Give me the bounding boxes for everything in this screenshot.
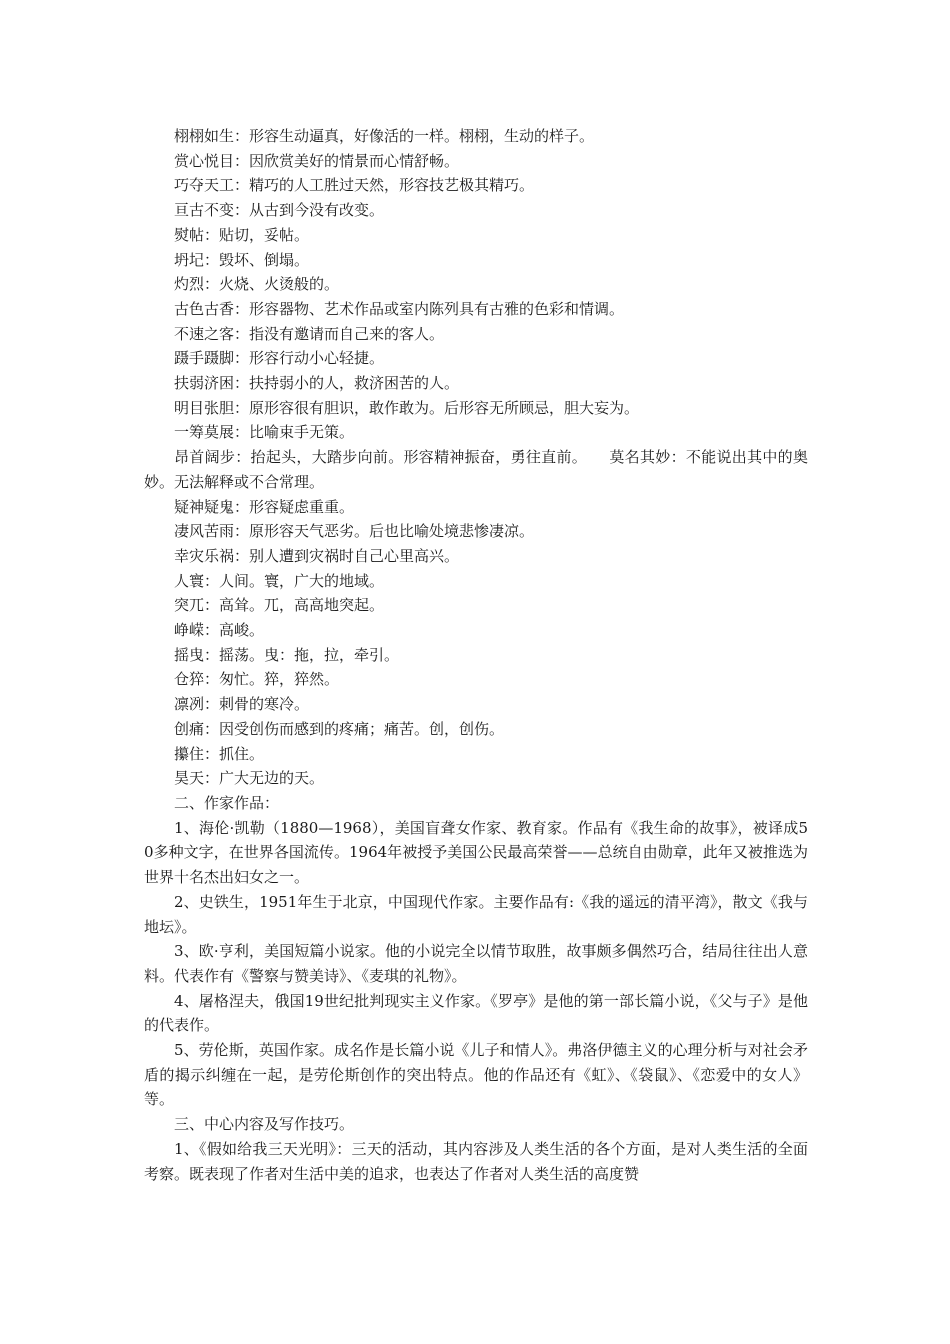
vocabulary-term: 创痛 ： xyxy=(174,720,219,738)
vocabulary-definition: 高耸。兀，高高地突起。 xyxy=(219,596,385,615)
vocabulary-entry xyxy=(144,371,808,396)
vocabulary-entry xyxy=(144,519,808,544)
vocabulary-term: 突兀 ： xyxy=(174,596,219,614)
vocabulary-definition: 不能说出其中的奥妙。无法解释或不合常理。 xyxy=(144,448,808,491)
vocabulary-entry xyxy=(144,173,808,198)
author-paragraph: 4、屠格涅夫，俄国19世纪批判现实主义作家。《罗亭》是他的第一部长篇小说，《父与子》是他的代表作。 xyxy=(144,991,808,1035)
vocabulary-definition: 形容器物、艺术作品或室内陈列具有古雅的色彩和情调。 xyxy=(249,299,625,318)
theme-paragraph: 1、《假如给我三天光明》：三天的活动，其内容涉及人类生活的各个方面，是对人类生活的全面考察。既表现了作者对生活中美的追求，也表达了作者对人类生活的高度赞 xyxy=(144,1139,808,1183)
vocabulary-definition: 贴切，妥帖。 xyxy=(219,225,310,244)
vocabulary-entry-combined xyxy=(144,445,808,494)
vocabulary-entry xyxy=(144,618,808,643)
vocabulary-definition: 形容行动小心轻捷。 xyxy=(249,349,385,368)
vocabulary-entry xyxy=(144,396,808,421)
vocabulary-definition: 原形容天气恶劣。后也比喻处境悲惨凄凉。 xyxy=(249,522,535,541)
vocabulary-definition: 指没有邀请而自己来的客人。 xyxy=(249,324,445,343)
vocabulary-definition: 精巧的人工胜过天然，形容技艺极其精巧。 xyxy=(249,176,535,195)
vocabulary-entry xyxy=(144,667,808,692)
vocabulary-term: 凛冽 ： xyxy=(174,695,219,713)
vocabulary-entry xyxy=(144,124,808,149)
vocabulary-definition: 形容疑虑重重。 xyxy=(249,497,355,516)
vocabulary-term: 峥嵘 ： xyxy=(174,621,219,639)
vocabulary-definition: 高峻。 xyxy=(219,621,265,640)
vocabulary-entry xyxy=(144,692,808,717)
section-heading-themes: 三、中心内容及写作技巧。 xyxy=(174,1115,355,1134)
author-paragraph: 3、欧·亨利，美国短篇小说家。他的小说完全以情节取胜，故事颇多偶然巧合，结局往往出人意料。代表作有《警察与赞美诗》、《麦琪的礼物》。 xyxy=(144,942,808,985)
vocabulary-term: 不速之客 ： xyxy=(174,325,249,343)
vocabulary-entry xyxy=(144,717,808,742)
vocabulary-definition: 毁坏、倒塌。 xyxy=(219,250,310,269)
author-paragraph: 5、劳伦斯，英国作家。成名作是长篇小说《儿子和情人》。弗洛伊德主义的心理分析与对社会矛盾的揭示纠缠在一起，是劳伦斯创作的突出特点。他的作品还有《虹》、《袋鼠》、《恋爱中的女人》等。 xyxy=(144,1041,808,1109)
vocabulary-term: 蹑手蹑脚 ： xyxy=(174,349,249,367)
vocabulary-definition: 别人遭到灾祸时自己心里高兴。 xyxy=(249,546,460,565)
author-works-list xyxy=(144,816,808,1112)
vocabulary-entry xyxy=(144,346,808,371)
author-paragraph: 2、史铁生，1951年生于北京，中国现代作家。主要作品有:《我的遥远的清平湾》，散文《我与地坛》。 xyxy=(144,892,808,936)
vocabulary-entry xyxy=(144,223,808,248)
vocabulary-term: 昊天 ： xyxy=(174,769,219,787)
vocabulary-term: 人寰 ： xyxy=(174,572,219,590)
vocabulary-definition: 匆忙。猝，猝然。 xyxy=(219,670,340,689)
vocabulary-definition: 扶持弱小的人，救济困苦的人。 xyxy=(249,374,460,393)
vocabulary-definition: 人间。寰，广大的地域。 xyxy=(219,571,385,590)
vocabulary-term: 扶弱济困 ： xyxy=(174,374,249,392)
vocabulary-entry xyxy=(144,198,808,223)
vocabulary-term: 一筹莫展 ： xyxy=(174,423,249,441)
section-heading-authors: 二、作家作品： xyxy=(174,793,280,812)
vocabulary-entry xyxy=(144,643,808,668)
vocabulary-list-continued xyxy=(144,495,808,791)
vocabulary-definition: 抓住。 xyxy=(219,744,265,763)
vocabulary-definition: 抬起头，大踏步向前。形容精神振奋，勇往直前。 xyxy=(250,448,588,467)
vocabulary-entry xyxy=(144,322,808,347)
vocabulary-definition: 摇荡。曳：拖，拉，牵引。 xyxy=(219,645,400,664)
vocabulary-term: 赏心悦目 ： xyxy=(174,152,249,170)
vocabulary-term: 幸灾乐祸 ： xyxy=(174,547,249,565)
vocabulary-definition: 因欣赏美好的情景而心情舒畅。 xyxy=(249,151,460,170)
vocabulary-entry xyxy=(144,544,808,569)
vocabulary-definition: 广大无边的天。 xyxy=(219,769,325,788)
vocabulary-definition: 因受创伤而感到的疼痛；痛苦。创，创伤。 xyxy=(219,719,505,738)
vocabulary-entry xyxy=(144,272,808,297)
themes-list xyxy=(144,1137,808,1186)
vocabulary-term: 仓猝 ： xyxy=(174,670,219,688)
vocabulary-term: 攥住 ： xyxy=(174,745,219,763)
vocabulary-entry xyxy=(144,149,808,174)
vocabulary-entry xyxy=(144,569,808,594)
vocabulary-list xyxy=(144,124,808,445)
vocabulary-definition: 比喻束手无策。 xyxy=(249,423,355,442)
vocabulary-definition: 刺骨的寒冷。 xyxy=(219,695,310,714)
vocabulary-definition: 形容生动逼真，好像活的一样。栩栩，生动的样子。 xyxy=(249,127,595,145)
vocabulary-definition: 原形容很有胆识，敢作敢为。后形容无所顾忌，胆大妄为。 xyxy=(249,398,640,417)
author-paragraph: 1、海伦·凯勒（1880—1968），美国盲聋女作家、教育家。作品有《我生命的故事》，被译成50多种文字，在世界各国流传。1964年被授予美国公民最高荣誉——总统自由勋章，此年又被推选为世界十名杰出妇女之一。 xyxy=(144,818,808,887)
vocabulary-entry xyxy=(144,248,808,273)
vocabulary-definition: 从古到今没有改变。 xyxy=(249,201,385,220)
vocabulary-term: 莫名其妙 ： xyxy=(609,448,686,466)
vocabulary-term: 疑神疑鬼 ： xyxy=(174,498,249,516)
vocabulary-entry xyxy=(144,593,808,618)
vocabulary-entry xyxy=(144,742,808,767)
vocabulary-entry xyxy=(144,495,808,520)
vocabulary-term: 昂首阔步 ： xyxy=(174,448,251,466)
vocabulary-term: 栩栩如生 ： xyxy=(174,127,249,145)
vocabulary-entry xyxy=(144,420,808,445)
vocabulary-term: 凄风苦雨 ： xyxy=(174,522,249,540)
vocabulary-entry xyxy=(144,766,808,791)
vocabulary-entry xyxy=(144,297,808,322)
vocabulary-term: 巧夺天工 ： xyxy=(174,176,249,194)
vocabulary-term: 摇曳 ： xyxy=(174,646,219,664)
vocabulary-term: 坍圮 ： xyxy=(174,251,219,269)
vocabulary-definition: 火烧、火烫般的。 xyxy=(219,275,340,294)
vocabulary-term: 古色古香 ： xyxy=(174,300,249,318)
document-page xyxy=(144,124,808,1186)
vocabulary-term: 亘古不变 ： xyxy=(174,201,249,219)
vocabulary-term: 熨帖 ： xyxy=(174,226,219,244)
vocabulary-term: 灼烈 ： xyxy=(174,275,219,293)
vocabulary-term: 明目张胆 ： xyxy=(174,399,249,417)
